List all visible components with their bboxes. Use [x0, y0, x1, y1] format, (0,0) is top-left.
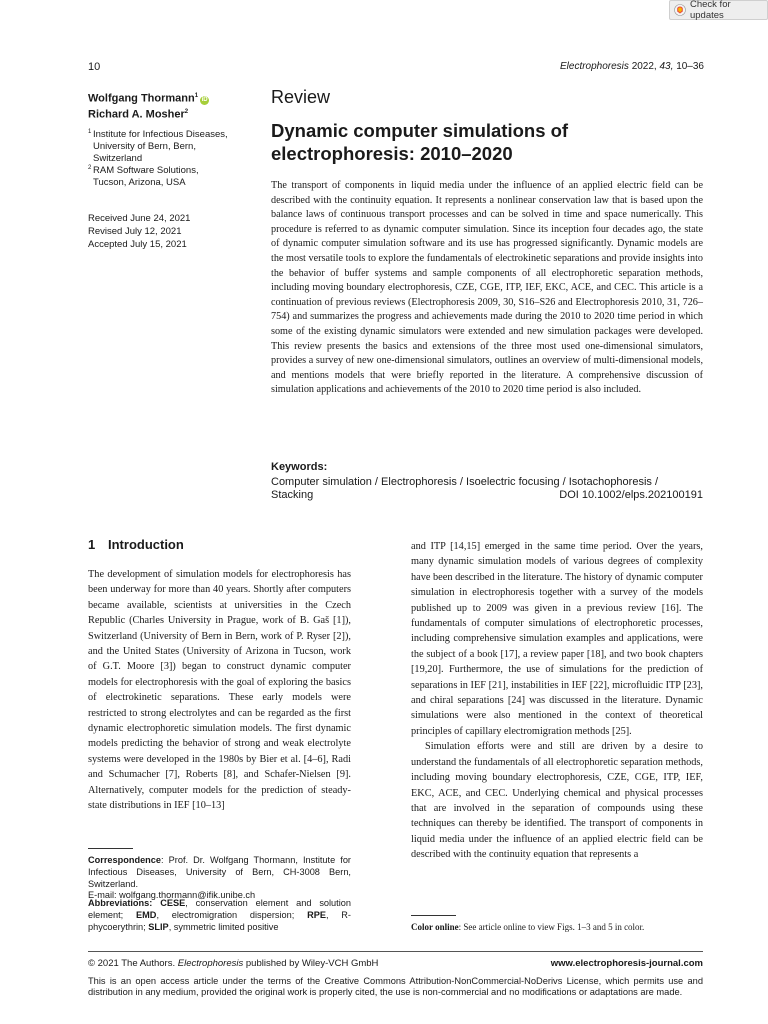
body-paragraph: The development of simulation models for electrophoresis has been underway for more than 40 years. Shortly after computers became available, scientists at universities in the Czech Republic (Charles University in Prague, work of B. Gaš [1]), Switzerland (University of Bern in Bern, work of P. Ryser [2]), and the United States (University of Arizona in Tucson, work of G.T. Moore [3]) began to construct dynamic computer models for electrophoresis with the goal of exploring the basics of electrokinetic separations. These early models were restricted to strong electrolytes and can be regarded as the first dynamic electrophoretic simulation models. The first dynamic models predicting the behavior of strong and weak electrolyte systems were developed in the 1980s by Bier et al. [4–6], Radi and Schumacher [7], Roberts [8], and Schafer-Nielsen [9]. Alternatively, computer models for the prediction of steady-state distributions in IEF [10–13]: [88, 569, 351, 812]
author-list: [88, 90, 209, 121]
correspondence-note: [88, 855, 351, 902]
body-paragraph: and ITP [14,15] emerged in the same time period. Over the years, many dynamic simulation models of various degrees of complexity have been described in the literature. The history of dynamic computer simulation in electrophoresis together with a survey of the models published up to 2009 was given in a previous review [16]. The fundamentals of computer simulations of electrophoretic processes, including comprehensive simulation examples and applications, were the subject of a book [17], a review paper [18], and two book chapters [19,20]. Furthermore, the use of simulations for the prediction of separations in IEF [21], instabilities in IEF [22], microfluidic ITP [23], and chiral separations [24] was discussed in the literature. Dynamic simulations were also mentioned in the context of theoretical principles of capillary electromigration methods [25].: [411, 541, 703, 737]
article-title: [271, 119, 651, 165]
body-column-left: [88, 567, 351, 814]
abbreviation-def: , conservation element and solution element;: [88, 898, 351, 920]
author-2: [88, 106, 209, 122]
author-affiliation-sup: 1: [194, 93, 199, 99]
keywords-heading: Keywords:: [271, 461, 328, 473]
section-heading: [88, 537, 184, 552]
abbreviation-def: , symmetric limited positive: [168, 921, 279, 932]
copyright-publisher: published by Wiley-VCH GmbH: [243, 958, 379, 969]
abbreviation-term: SLIP: [148, 921, 169, 932]
abbreviation-def: , R-phycoerythrin;: [88, 909, 351, 932]
footer-divider: [88, 951, 703, 952]
title-line: Dynamic computer simulations of: [271, 120, 569, 141]
affiliation-line: Institute for Infectious Diseases,: [93, 129, 228, 140]
journal-pages: 10–36: [676, 61, 704, 72]
color-online-text: : See article online to view Figs. 1–3 and 5 in color.: [458, 922, 645, 932]
affiliation-line: University of Bern, Bern,: [93, 141, 196, 152]
correspondence-email[interactable]: E-mail: wolfgang.thormann@ifik.unibe.ch: [88, 890, 256, 901]
author-name: Richard A. Mosher: [88, 108, 185, 121]
doi-link[interactable]: DOI 10.1002/elps.202100191: [559, 489, 703, 501]
revised-date: Revised July 12, 2021: [88, 226, 182, 237]
correspondence-label: Correspondence: [88, 855, 162, 865]
correspondence-text: : Prof. Dr. Wolfgang Thormann, Institute for Infectious Diseases, University of Bern, CH-3008 Bern, Switzerland.: [88, 855, 351, 889]
abbreviations-label: Abbreviations:: [88, 898, 153, 908]
copyright-journal: Electrophoresis: [177, 958, 244, 969]
affiliation-sup: 2: [88, 165, 92, 171]
copyright-notice: [88, 958, 378, 969]
abbreviation-term: CESE: [160, 898, 186, 908]
journal-url-link[interactable]: www.electrophoresis-journal.com: [550, 958, 703, 969]
footnote-divider: [88, 848, 133, 849]
keywords-row: [271, 489, 703, 501]
affiliation-1: [88, 129, 258, 165]
color-online-note: [411, 922, 644, 932]
footnote-divider: [411, 915, 456, 916]
author-1: [88, 90, 209, 106]
orcid-icon[interactable]: iD: [201, 96, 208, 103]
journal-citation: [560, 61, 704, 72]
color-online-label: Color online: [411, 922, 459, 932]
page-number: 10: [88, 61, 101, 73]
title-line: electrophoresis: 2010–2020: [271, 143, 513, 164]
keywords-list: Computer simulation / Electrophoresis / Isoelectric focusing / Isotachophoresis /: [271, 476, 659, 488]
section-title: Introduction: [108, 537, 184, 552]
affiliation-line: Switzerland: [93, 153, 143, 164]
abbreviation-term: EMD: [136, 909, 157, 920]
journal-volume: 43,: [659, 61, 674, 72]
abstract: The transport of components in liquid media under the influence of an applied electric field can be described with the continuity equation. It represents a nonlinear conservation law that is based upon the balance laws of continuous transport processes and can be solved in time and space numerically. This procedure is referred to as dynamic computer simulation. Since its inception four decades ago, the state of dynamic computer simulation software and its use has progressed significantly. Dynamic models are the most versatile tools to explore the fundamentals of electrokinetic separations and provide insights into the behavior of buffer systems and sample components of all electrophoretic separation methods, including moving boundary electrophoresis, CZE, CGE, ITP, IEF, EKC, ACE, and CEC. This article is a continuation of previous reviews (Electrophoresis 2009, 30, S16–S26 and Electrophoresis 2010, 31, 726–754) and summarizes the progress and achievements made during the 2010 to 2020 time period in which some of the existing dynamic simulators were extended and new simulation packages were developed. This review presents the basics and extensions of the three most used one-dimensional simulators, provides a survey of new one-dimensional simulators, outlines an overview of multi-dimensional models, and mentions models that were briefly reported in the literature. A comprehensive discussion of simulation applications and achievements of the 2010 to 2020 time period is also included.: [271, 180, 703, 396]
article-dates: [88, 212, 190, 251]
affiliation-line: Tucson, Arizona, USA: [93, 177, 186, 188]
body-column-right: [411, 539, 703, 863]
copyright-text: © 2021 The Authors.: [88, 958, 178, 969]
check-for-updates-button[interactable]: [669, 0, 768, 20]
abbreviations-note: [88, 898, 351, 933]
abbreviation-def: , electromigration dispersion;: [156, 909, 308, 920]
section-number: 1: [88, 537, 96, 552]
abbreviation-term: RPE: [307, 909, 326, 920]
author-name: Wolfgang Thormann: [88, 92, 195, 105]
accepted-date: Accepted July 15, 2021: [88, 239, 187, 250]
affiliations: [88, 129, 258, 189]
keywords-list-cont: Stacking: [271, 489, 314, 501]
article-type: Review: [271, 87, 331, 107]
check-for-updates-label: Check for updates: [689, 0, 731, 21]
body-paragraph: Simulation efforts were and still are driven by a desire to understand the fundamentals of all electrophoretic separation methods, including moving boundary electrophoresis, CZE, CGE, ITP, IEF, EKC, ACE, and CEC. Underlying chemical and physical processes that are involved in the separation of compounds using these techniques can thereby be identified. The transport of components in liquid media under the influence of an applied electric field can be described with the continuity equation that represents a: [411, 741, 703, 861]
affiliation-sup: 1: [88, 129, 92, 135]
author-affiliation-sup: 2: [184, 108, 189, 115]
journal-year: 2022,: [631, 61, 657, 72]
check-updates-icon: [674, 4, 686, 16]
journal-name: Electrophoresis: [559, 61, 629, 72]
affiliation-2: [88, 165, 258, 189]
license-notice: This is an open access article under the terms of the Creative Commons Attribution-NonCommercial-NoDerivs License, which permits use and distribution in any medium, provided the original work is properly cited, the use is non-commercial and no modifications or adaptations are made.: [88, 976, 703, 997]
affiliation-line: RAM Software Solutions,: [93, 165, 199, 176]
received-date: Received June 24, 2021: [88, 213, 191, 224]
